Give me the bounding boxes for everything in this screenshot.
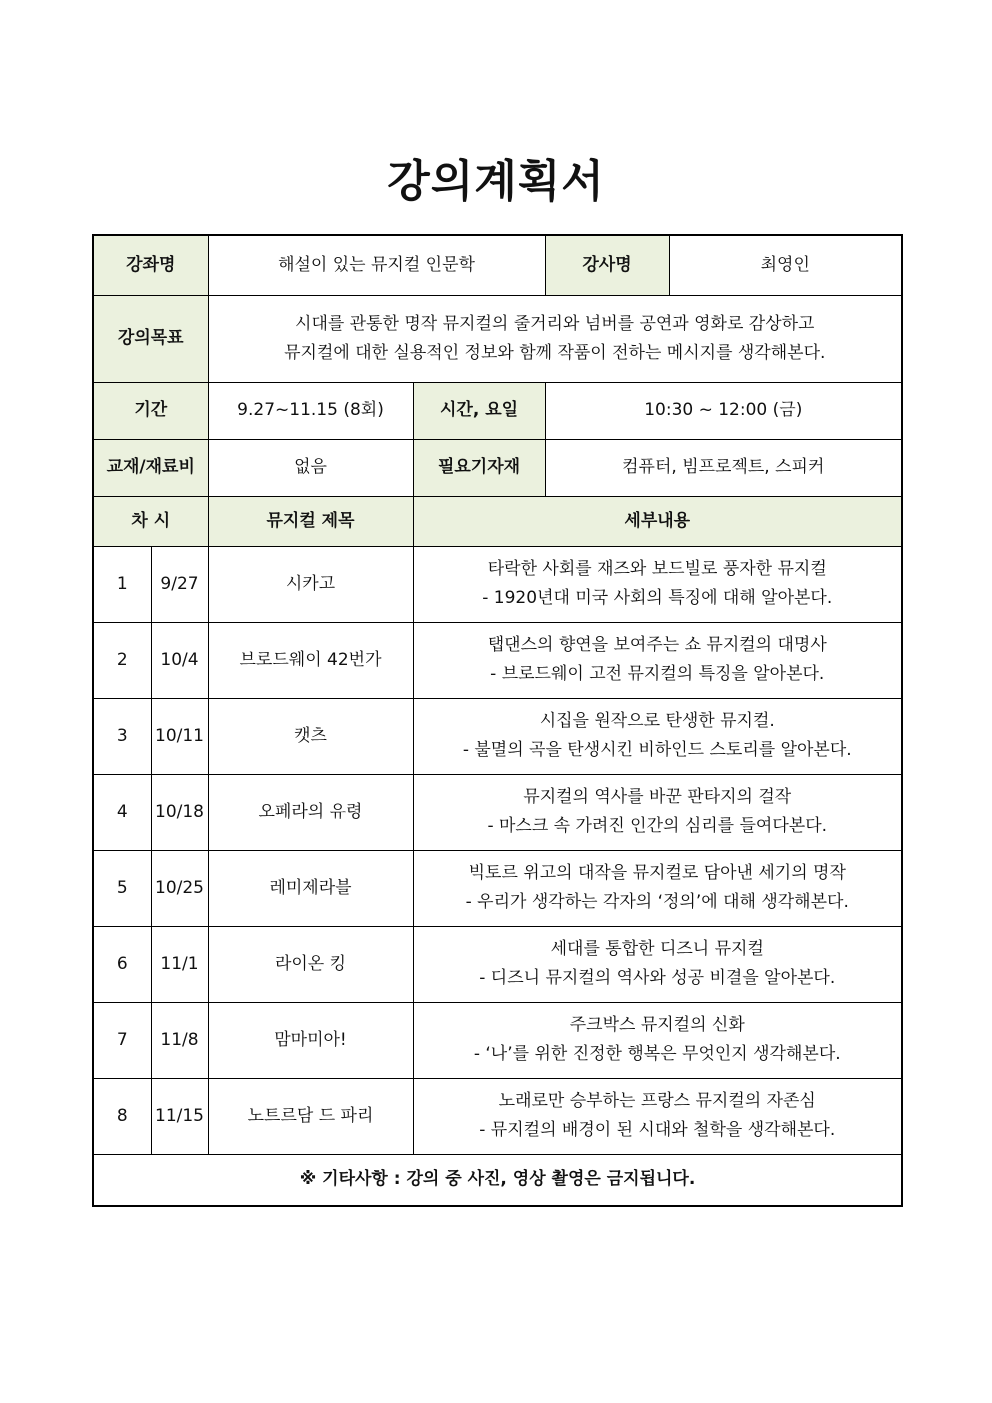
session-date: 10/11	[151, 698, 208, 774]
musical-title: 노트르담 드 파리	[208, 1078, 413, 1154]
session-number: 7	[93, 1002, 151, 1078]
musical-column-header: 뮤지컬 제목	[208, 496, 413, 546]
session-number: 1	[93, 546, 151, 622]
session-detail	[413, 1002, 902, 1078]
session-detail	[413, 774, 902, 850]
detail-point: - ‘나’를 위한 진정한 행복은 무엇인지 생각해본다.	[473, 1044, 841, 1064]
detail-point: - 뮤지컬의 배경이 된 시대와 철학을 생각해본다.	[479, 1120, 836, 1140]
session-date: 9/27	[151, 546, 208, 622]
session-detail	[413, 850, 902, 926]
detail-point: - 디즈니 뮤지컬의 역사와 성공 비결을 알아본다.	[479, 968, 836, 988]
lecture-plan-table	[92, 234, 903, 1207]
period-value: 9.27~11.15 (8회)	[208, 382, 413, 439]
musical-title: 레미제라블	[208, 850, 413, 926]
detail-summary: 뮤지컬의 역사를 바꾼 판타지의 걸작	[523, 787, 792, 807]
session-detail	[413, 622, 902, 698]
goal-line: 뮤지컬에 대한 실용적인 정보와 함께 작품이 전하는 메시지를 생각해본다.	[284, 342, 826, 363]
column-header-row	[93, 496, 902, 546]
textbook-value: 없음	[208, 439, 413, 496]
session-number: 6	[93, 926, 151, 1002]
detail-point: - 불멸의 곡을 탄생시킨 비하인드 스토리를 알아본다.	[462, 740, 852, 760]
course-row	[93, 235, 902, 295]
session-detail	[413, 926, 902, 1002]
table-row	[93, 622, 902, 698]
detail-point: - 우리가 생각하는 각자의 ‘정의’에 대해 생각해본다.	[465, 892, 849, 912]
detail-column-header: 세부내용	[413, 496, 902, 546]
session-detail	[413, 698, 902, 774]
session-number: 2	[93, 622, 151, 698]
session-number: 3	[93, 698, 151, 774]
materials-row	[93, 439, 902, 496]
detail-summary: 시집을 원작으로 탄생한 뮤지컬.	[539, 711, 775, 731]
detail-summary: 탭댄스의 향연을 보여주는 쇼 뮤지컬의 대명사	[487, 635, 827, 655]
goal-label: 강의목표	[93, 295, 208, 382]
instructor-name: 최영인	[669, 235, 902, 295]
instructor-label: 강사명	[545, 235, 669, 295]
session-number: 8	[93, 1078, 151, 1154]
note-row	[93, 1154, 902, 1206]
session-date: 11/1	[151, 926, 208, 1002]
session-date: 10/25	[151, 850, 208, 926]
detail-summary: 빅토르 위고의 대작을 뮤지컬로 담아낸 세기의 명작	[468, 863, 846, 883]
musical-title: 브로드웨이 42번가	[208, 622, 413, 698]
period-label: 기간	[93, 382, 208, 439]
goal-line: 시대를 관통한 명작 뮤지컬의 줄거리와 넘버를 공연과 영화로 감상하고	[295, 313, 815, 334]
table-row	[93, 850, 902, 926]
session-date: 11/15	[151, 1078, 208, 1154]
detail-point: - 마스크 속 가려진 인간의 심리를 들여다본다.	[487, 816, 828, 836]
musical-title: 시카고	[208, 546, 413, 622]
session-number: 4	[93, 774, 151, 850]
textbook-label: 교재/재료비	[93, 439, 208, 496]
session-date: 11/8	[151, 1002, 208, 1078]
detail-summary: 노래로만 승부하는 프랑스 뮤지컬의 자존심	[498, 1091, 816, 1111]
time-value: 10:30 ~ 12:00 (금)	[545, 382, 902, 439]
document-title: 강의계획서	[387, 156, 605, 207]
equipment-label: 필요기자재	[413, 439, 545, 496]
time-label: 시간, 요일	[413, 382, 545, 439]
session-date: 10/18	[151, 774, 208, 850]
session-number: 5	[93, 850, 151, 926]
detail-summary: 타락한 사회를 재즈와 보드빌로 풍자한 뮤지컬	[487, 559, 827, 579]
table-row	[93, 1002, 902, 1078]
session-column-header: 차 시	[93, 496, 208, 546]
session-detail	[413, 1078, 902, 1154]
musical-title: 맘마미아!	[208, 1002, 413, 1078]
table-row	[93, 1078, 902, 1154]
course-name: 해설이 있는 뮤지컬 인문학	[208, 235, 545, 295]
detail-summary: 세대를 통합한 디즈니 뮤지컬	[550, 939, 764, 959]
schedule-row	[93, 382, 902, 439]
musical-title: 캣츠	[208, 698, 413, 774]
equipment-value: 컴퓨터, 빔프로젝트, 스피커	[545, 439, 902, 496]
table-row	[93, 774, 902, 850]
session-date: 10/4	[151, 622, 208, 698]
detail-point: - 브로드웨이 고전 뮤지컬의 특징을 알아본다.	[490, 664, 825, 684]
table-row	[93, 698, 902, 774]
goal-row	[93, 295, 902, 382]
course-label: 강좌명	[93, 235, 208, 295]
table-row	[93, 926, 902, 1002]
session-detail	[413, 546, 902, 622]
detail-summary: 주크박스 뮤지컬의 신화	[569, 1015, 745, 1035]
notice-text: ※ 기타사항 : 강의 중 사진, 영상 촬영은 금지됩니다.	[93, 1154, 902, 1206]
goal-text	[208, 295, 902, 382]
table-row	[93, 546, 902, 622]
musical-title: 라이온 킹	[208, 926, 413, 1002]
detail-point: - 1920년대 미국 사회의 특징에 대해 알아본다.	[482, 588, 833, 608]
musical-title: 오페라의 유령	[208, 774, 413, 850]
